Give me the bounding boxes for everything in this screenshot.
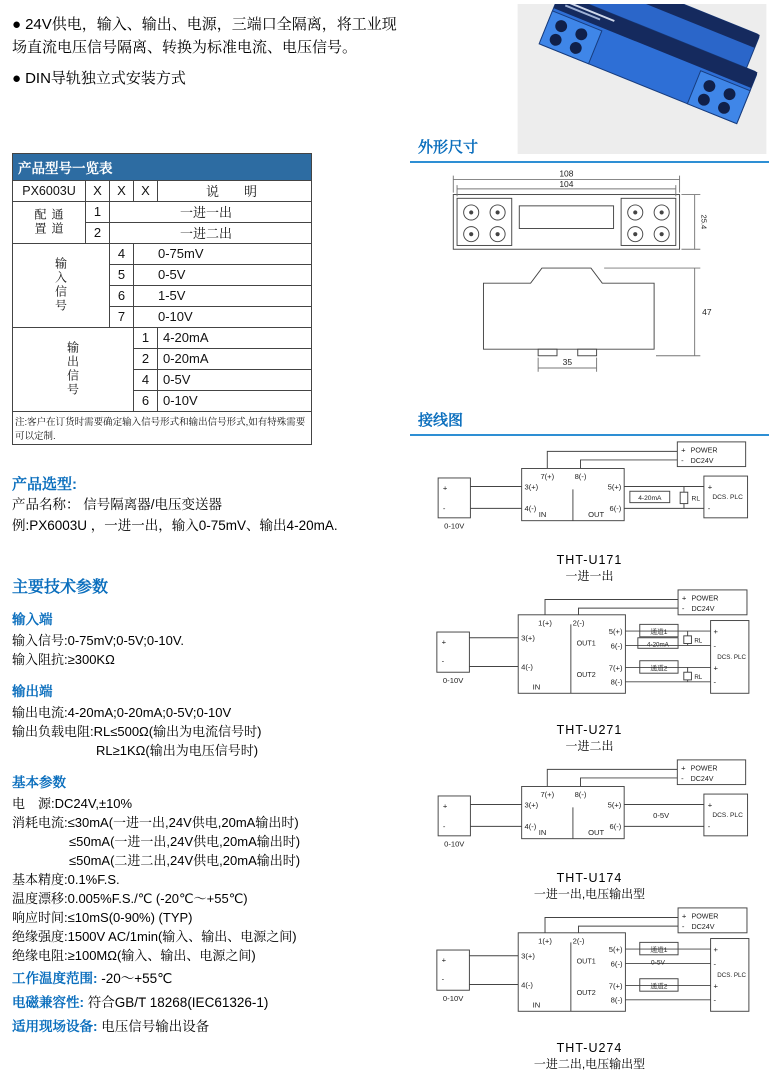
footer-spec [12, 992, 404, 1013]
dim-width-inner: 104 [558, 179, 573, 189]
footer-spec-value: -20～+55℃ [101, 970, 173, 986]
in-label: IN [532, 1000, 540, 1010]
footer-spec-label: 工作温度范围: [12, 970, 98, 986]
tech-params-title: 主要技术参数 [12, 578, 109, 596]
terminal-label: 5(+) [608, 944, 623, 954]
group-label-input: 输入信号 [13, 243, 110, 327]
dcs-minus: - [712, 677, 716, 687]
wiring-diagram-tht-u271 [410, 588, 769, 754]
wiring-diagram-tht-u274 [410, 906, 769, 1072]
option-code: 2 [86, 222, 110, 243]
selection-title: 产品选型: [12, 475, 77, 493]
terminal-label: 1(+) [537, 618, 552, 628]
option-code: 2 [134, 348, 158, 369]
spec-line: ≤50mA(二进二出,24V供电,20mA输出时) [69, 852, 301, 868]
power-plus: + [681, 911, 686, 921]
option-desc: 0-5V [158, 369, 312, 390]
terminal-label: 1(+) [537, 936, 552, 946]
dim-width-outer: 108 [558, 168, 573, 179]
source-minus: - [442, 504, 445, 514]
source-minus: - [441, 656, 444, 666]
power-plus: + [681, 593, 686, 603]
option-code: 4 [134, 369, 158, 390]
power-minus: - [680, 455, 684, 465]
dcs-minus: - [712, 995, 716, 1005]
source-plus: + [442, 483, 447, 493]
feature-text: DIN导轨独立式安装方式 [25, 70, 186, 87]
terminal-label: 4(-) [520, 662, 533, 672]
dimension-drawing [425, 167, 755, 405]
diagram-name: THT-U171 [556, 553, 623, 567]
feature-list [12, 14, 404, 91]
terminal-label: 8(-) [610, 677, 623, 687]
terminal-label: 3(+) [524, 800, 538, 810]
spec-line: 输出电流:4-20mA;0-20mA;0-5V;0-10V [12, 704, 232, 720]
terminal-label: 4(-) [524, 504, 536, 514]
diagram-name: THT-U271 [556, 723, 623, 737]
diagram-subtitle: 一进一出 [565, 569, 614, 583]
terminal-label: 3(+) [520, 633, 535, 643]
terminal-label: 8(-) [574, 789, 586, 799]
load-resistor-label: RL [691, 495, 700, 503]
power-plus: + [680, 763, 686, 773]
option-code: 4 [110, 243, 134, 264]
wiring-title: 接线图 [410, 409, 769, 436]
terminal-label: 7(+) [539, 471, 554, 481]
terminal-label: 3(+) [524, 482, 538, 492]
terminal-label: 4(-) [524, 822, 536, 832]
option-desc: 4-20mA [158, 327, 312, 348]
footer-spec-label: 适用现场设备: [12, 1018, 98, 1034]
terminal-label: 8(-) [610, 995, 623, 1005]
group-label-output: 输出信号 [13, 327, 134, 411]
option-code: 6 [110, 285, 134, 306]
option-desc: 1-5V [134, 285, 312, 306]
footer-spec [12, 968, 404, 989]
wiring-diagram-tht-u174 [410, 758, 769, 902]
feature-bullet [12, 68, 404, 91]
left-column [12, 14, 404, 1037]
dcs-minus: - [707, 822, 710, 832]
option-desc: 0-20mA [158, 348, 312, 369]
dcs-label: DCS. PLC [711, 811, 743, 819]
spec-line: RL≥1KΩ(输出为电压信号时) [96, 742, 259, 758]
terminal-label: 7(+) [539, 789, 554, 799]
dcs-minus: - [712, 641, 716, 651]
source-minus: - [442, 822, 445, 832]
feature-text: 24V供电，输入、输出、电源，三端口全隔离，将工业现场直流电压信号隔离、转换为标准电流、电压信号。 [12, 16, 397, 56]
terminal-label: 7(+) [608, 981, 623, 991]
spec-line: 温度漂移:0.005%F.S./℃ (-20℃～+55℃) [12, 890, 248, 906]
out1-label: OUT1 [576, 957, 596, 966]
source-label: 0-10V [442, 993, 463, 1003]
signal-label: 4-20mA [646, 641, 669, 649]
out1-label: OUT1 [576, 639, 596, 648]
group-label-channel: 通道配置 [13, 201, 86, 243]
dim-rail-width: 35 [562, 357, 572, 368]
source-plus: + [442, 801, 447, 811]
basic-section-heading: 基本参数 [12, 774, 66, 790]
wiring-diagram-tht-u171 [410, 440, 769, 584]
dcs-plus: + [712, 626, 718, 636]
diagram-name: THT-U274 [556, 1041, 623, 1055]
out2-label: OUT2 [576, 989, 596, 998]
option-code: 6 [134, 390, 158, 411]
table-row [13, 243, 312, 264]
output-section-heading: 输出端 [12, 683, 53, 699]
out-label: OUT [587, 509, 604, 519]
load-resistor-label: RL [693, 673, 702, 681]
channel1-label: 通道1 [649, 946, 667, 954]
channel1-label: 通道1 [649, 628, 667, 636]
dcs-plus: + [707, 482, 712, 492]
power-minus: - [681, 921, 684, 931]
product-photo [517, 4, 767, 154]
in-label: IN [538, 827, 546, 837]
table-row [13, 201, 312, 222]
dim-height-front: 25.4 [698, 214, 708, 230]
selection-line: 例:PX6003U ，一进一出，输入0-75mV、输出4-20mA. [12, 517, 338, 533]
dcs-minus: - [707, 504, 710, 514]
terminal-label: 2(-) [572, 618, 584, 628]
right-column [410, 0, 769, 1077]
terminal-label: 6(-) [609, 822, 621, 832]
power-label: POWER [690, 594, 719, 603]
footer-spec-label: 电磁兼容性: [12, 994, 84, 1010]
dcs-plus: + [712, 944, 718, 954]
spec-line: 输入信号:0-75mV;0-5V;0-10V. [12, 632, 184, 648]
footer-spec-value: 符合GB/T 18268(IEC61326-1) [87, 994, 269, 1010]
option-desc: 0-75mV [134, 243, 312, 264]
in-label: IN [538, 509, 546, 519]
input-section-heading: 输入端 [12, 611, 53, 627]
option-desc: 0-5V [134, 264, 312, 285]
signal-label: 0-5V [650, 959, 665, 967]
terminal-label: 6(-) [610, 959, 623, 969]
product-photo-illustration [517, 4, 767, 154]
diagram-subtitle: 一进二出,电压输出型 [533, 1057, 646, 1071]
load-resistor-label: RL [693, 637, 702, 645]
option-desc: 一进一出 [110, 201, 312, 222]
terminal-label: 6(-) [610, 641, 623, 651]
option-desc: 一进二出 [110, 222, 312, 243]
order-note: 注:客户在订货时需要确定输入信号形式和输出信号形式,如有特殊需要可以定制. [13, 411, 312, 444]
out2-label: OUT2 [576, 671, 596, 680]
spec-line: 输出负载电阻:RL≤500Ω(输出为电流信号时) [12, 723, 262, 739]
channel2-label: 通道2 [649, 983, 667, 991]
dcs-plus: + [712, 663, 718, 673]
spec-line: 绝缘强度:1500V AC/1min(输入、输出、电源之间) [12, 928, 297, 944]
power-plus: + [680, 445, 686, 455]
terminal-label: 5(+) [608, 626, 623, 636]
bullet-icon: ● [12, 70, 22, 87]
power-voltage: DC24V [690, 604, 715, 613]
dcs-label: DCS. PLC [711, 493, 743, 501]
dcs-minus: - [712, 959, 716, 969]
option-code: 7 [110, 306, 134, 327]
source-label: 0-10V [443, 839, 464, 849]
spec-line: 基本精度:0.1%F.S. [12, 871, 120, 887]
power-label: POWER [690, 764, 717, 773]
channel2-label: 通道2 [649, 665, 667, 673]
outline-dimensions-title: 外形尺寸 [410, 136, 769, 163]
model-code: PX6003U [13, 180, 86, 201]
dcs-plus: + [712, 981, 718, 991]
option-code: 1 [134, 327, 158, 348]
selection-line: 产品名称： 信号隔离器/电压变送器 [12, 496, 223, 512]
power-voltage: DC24V [690, 774, 714, 783]
power-voltage: DC24V [690, 456, 714, 465]
bullet-icon: ● [12, 16, 22, 33]
power-label: POWER [690, 912, 719, 921]
power-label: POWER [690, 446, 717, 455]
spec-line: ≤50mA(一进一出,24V供电,20mA输出时) [69, 833, 301, 849]
source-plus: + [441, 955, 446, 965]
dim-height-side: 47 [701, 307, 712, 318]
model-x2: X [110, 180, 134, 201]
in-label: IN [532, 682, 540, 692]
signal-label: 4-20mA [637, 494, 661, 502]
feature-bullet [12, 14, 404, 59]
power-minus: - [681, 603, 684, 613]
terminal-label: 6(-) [609, 504, 621, 514]
source-plus: + [441, 637, 446, 647]
diagram-subtitle: 一进二出 [565, 739, 614, 753]
table-row [13, 327, 312, 348]
terminal-label: 5(+) [607, 800, 621, 810]
model-table-title: 产品型号一览表 [13, 153, 312, 180]
dcs-label: DCS. PLC [716, 971, 746, 979]
terminal-label: 4(-) [520, 980, 533, 990]
dcs-plus: + [707, 800, 712, 810]
spec-line: 电 源:DC24V,±10% [12, 795, 133, 811]
signal-label: 0-5V [652, 810, 669, 820]
terminal-label: 2(-) [572, 936, 584, 946]
power-voltage: DC24V [690, 922, 715, 931]
spec-line: 绝缘电阻:≥100MΩ(输入、输出、电源之间) [12, 947, 256, 963]
option-code: 1 [86, 201, 110, 222]
dcs-label: DCS. PLC [716, 653, 746, 661]
terminal-label: 5(+) [607, 482, 621, 492]
option-desc: 0-10V [158, 390, 312, 411]
spec-line: 消耗电流:≤30mA(一进一出,24V供电,20mA输出时) [12, 814, 299, 830]
footer-spec [12, 1016, 404, 1037]
diagram-subtitle: 一进一出,电压输出型 [533, 887, 646, 901]
desc-header: 说 明 [158, 180, 312, 201]
terminal-label: 7(+) [608, 663, 623, 673]
terminal-label: 8(-) [574, 471, 586, 481]
model-x3: X [134, 180, 158, 201]
spec-line: 输入阻抗:≥300KΩ [12, 651, 115, 667]
model-table [12, 153, 312, 445]
diagram-name: THT-U174 [556, 871, 623, 885]
terminal-label: 3(+) [520, 951, 535, 961]
source-minus: - [441, 974, 444, 984]
footer-spec-value: 电压信号输出设备 [101, 1018, 210, 1034]
option-code: 5 [110, 264, 134, 285]
model-x1: X [86, 180, 110, 201]
out-label: OUT [587, 827, 604, 837]
option-desc: 0-10V [134, 306, 312, 327]
source-label: 0-10V [442, 675, 463, 685]
source-label: 0-10V [443, 521, 464, 531]
power-minus: - [680, 773, 684, 783]
spec-line: 响应时间:≤10mS(0-90%) (TYP) [12, 909, 193, 925]
